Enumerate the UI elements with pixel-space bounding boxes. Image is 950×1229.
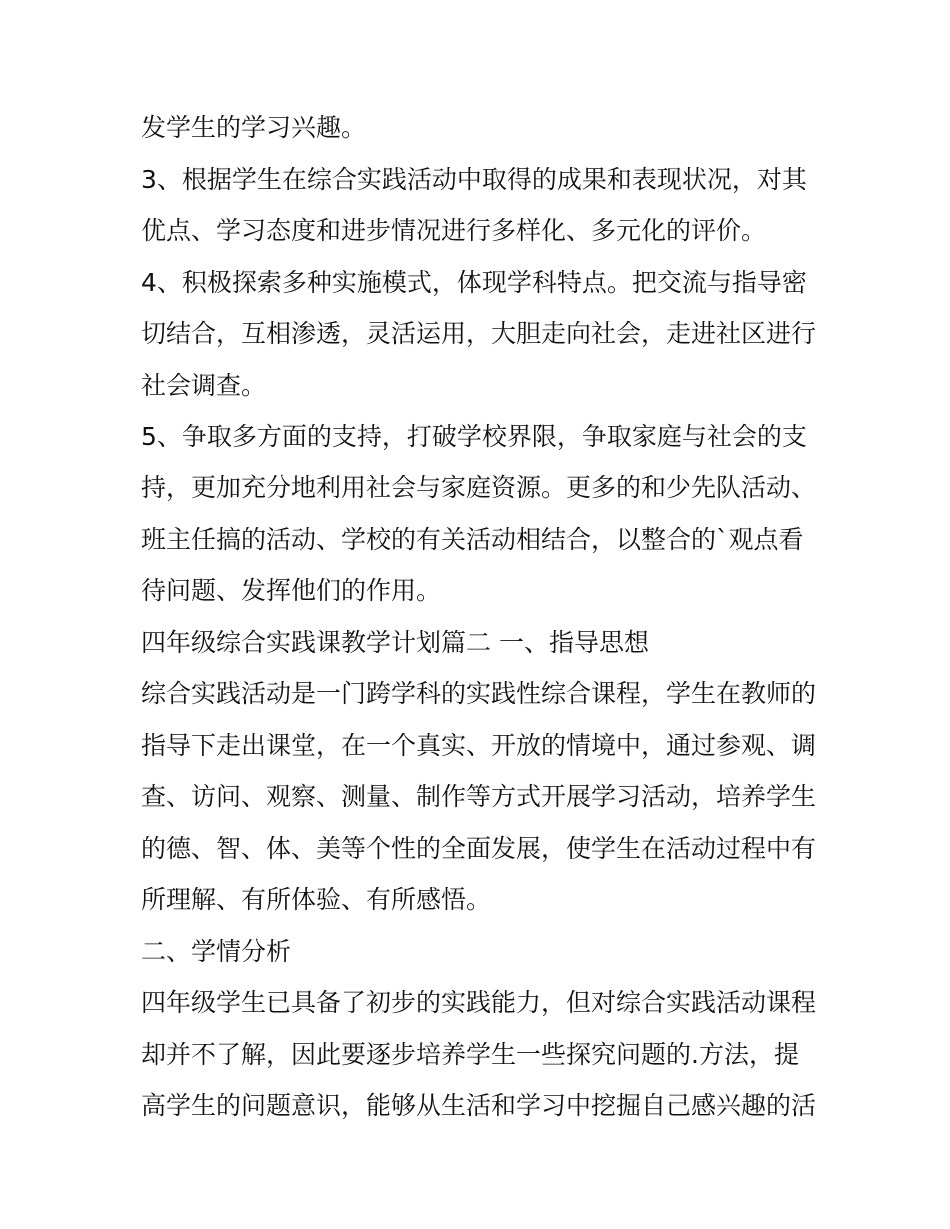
- text-line: 切结合，互相渗透，灵活运用，大胆走向社会，走进社区进行: [141, 319, 817, 348]
- text-line: 优点、学习态度和进步情况进行多样化、多元化的评价。: [141, 216, 767, 245]
- text-line: 查、访问、观察、测量、制作等方式开展学习活动，培养学生: [141, 782, 817, 811]
- text-line: 班主任搞的活动、学校的有关活动相结合，以整合的`观点看: [141, 525, 804, 554]
- text-line: 高学生的问题意识，能够从生活和学习中挖掘自己感兴趣的活: [141, 1091, 817, 1120]
- text-line: 社会调查。: [141, 371, 267, 400]
- section-heading: 二、学情分析: [141, 937, 292, 966]
- text-line: 四年级学生已具备了初步的实践能力，但对综合实践活动课程: [141, 988, 817, 1017]
- text-line: 4、积极探索多种实施模式，体现学科特点。把交流与指导密: [141, 268, 807, 297]
- text-line: 持，更加充分地利用社会与家庭资源。更多的和少先队活动、: [141, 473, 817, 502]
- text-line: 待问题、发挥他们的作用。: [141, 576, 442, 605]
- text-line: 却并不了解，因此要逐步培养学生一些探究问题的.方法，提: [141, 1040, 799, 1069]
- text-line: 的德、智、体、美等个性的全面发展，使学生在活动过程中有: [141, 834, 817, 863]
- text-line: 所理解、有所体验、有所感悟。: [141, 885, 492, 914]
- text-line: 5、争取多方面的支持，打破学校界限，争取家庭与社会的支: [141, 422, 807, 451]
- section-heading: 四年级综合实践课教学计划篇二 一、指导思想: [141, 628, 649, 657]
- text-line: 指导下走出课堂，在一个真实、开放的情境中，通过参观、调: [141, 731, 817, 760]
- text-line: 综合实践活动是一门跨学科的实践性综合课程，学生在教师的: [141, 679, 817, 708]
- text-line: 发学生的学习兴趣。: [141, 113, 367, 142]
- text-line: 3、根据学生在综合实践活动中取得的成果和表现状况，对其: [141, 165, 807, 194]
